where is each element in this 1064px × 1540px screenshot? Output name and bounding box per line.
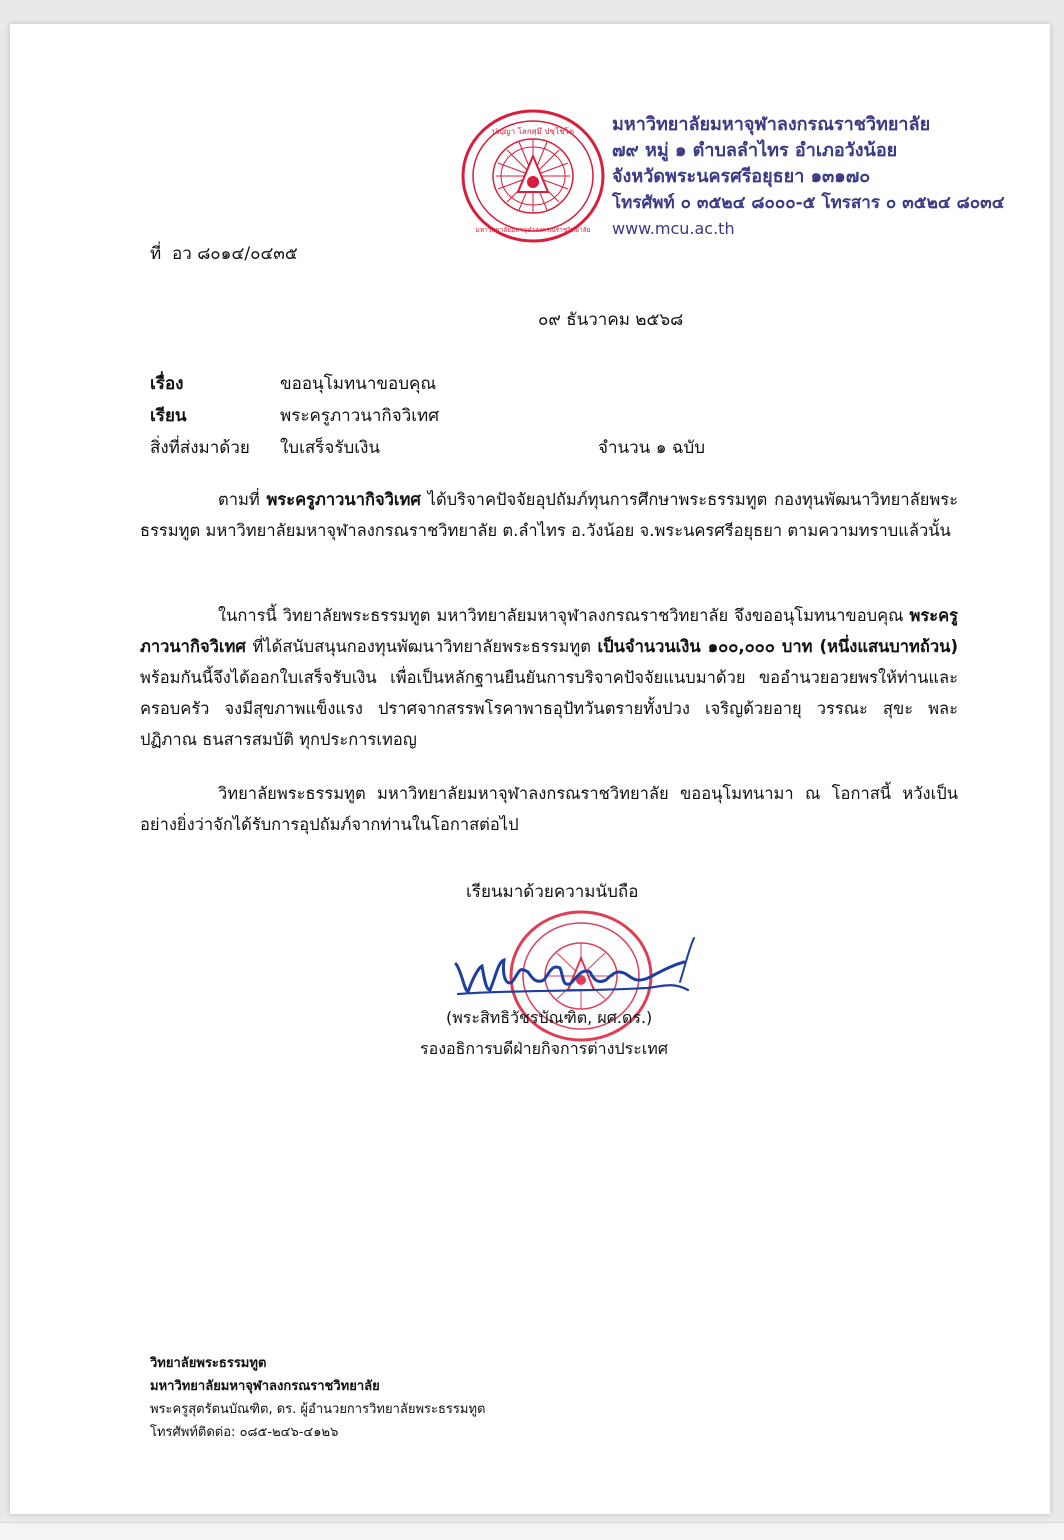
university-seal-icon (460, 108, 606, 244)
footer-contact-phone: โทรศัพท์ติดต่อ: ๐๘๕-๒๔๖-๔๑๒๖ (150, 1425, 339, 1440)
p1-text-pre: ตามที่ (218, 490, 267, 509)
paragraph-3 (140, 778, 958, 840)
recipient-row (150, 402, 439, 429)
enclosure-label: สิ่งที่ส่งมาด้วย (150, 438, 250, 458)
p2-donation-amount: เป็นจำนวนเงิน ๑๐๐,๐๐๐ บาท (หนึ่งแสนบาทถ้วน) (597, 637, 958, 656)
p3-text: วิทยาลัยพระธรรมทูต มหาวิทยาลัยมหาจุฬาลงกรณราชวิทยาลัย ขออนุโมทนามา ณ โอกาสนี้ หวังเป็นอย่างยิ่งว่าจักได้รับการอุปถัมภ์จากท่านในโอกาสต่อไป (140, 784, 958, 834)
phone-line: โทรศัพท์ ๐ ๓๕๒๔ ๘๐๐๐-๕ โทรสาร ๐ ๓๕๒๔ ๘๐๓๔ (612, 193, 1005, 213)
p2-text-post: พร้อมกันนี้จึงได้ออกใบเสร็จรับเงิน เพื่อเป็นหลักฐานยืนยันการบริจาคปัจจัยแนบมาด้วย ขออำนวยอวยพรให้ท่านและครอบครัว จงมีสุขภาพแข็งแรง ปราศจากสรรพโรคาพาธอุปัทวันตรายทั้งปวง เจริญด้วยอายุ วรรณะ สุขะ พละ ปฏิภาณ ธนสารสมบัติ ทุกประการเทอญ (140, 668, 958, 749)
seal-ring-text: มหาวิทยาลัยมหาจุฬาลงกรณราชวิทยาลัย (475, 226, 591, 234)
website-link[interactable]: www.mcu.ac.th (612, 219, 735, 238)
footer-university: มหาวิทยาลัยมหาจุฬาลงกรณราชวิทยาลัย (150, 1379, 380, 1394)
letter-date: ๐๙ ธันวาคม ๒๕๖๘ (538, 310, 684, 330)
subject-value: ขออนุโมทนาขอบคุณ (280, 374, 437, 394)
footer-contact-person: พระครูสุตรัตนบัณฑิต, ดร. ผู้อำนวยการวิทยาลัยพระธรรมทูต (150, 1402, 486, 1417)
signer-name: (พระสิทธิวัชรบัณฑิต, ผศ.ดร.) (446, 1008, 653, 1027)
handwritten-signature (448, 932, 708, 1012)
signer-position: รองอธิการบดีฝ่ายกิจการต่างประเทศ (420, 1039, 668, 1058)
letterhead (612, 112, 1032, 242)
p1-text-post: ได้บริจาคปัจจัยอุปถัมภ์ทุนการศึกษาพระธรรมทูต กองทุนพัฒนาวิทยาลัยพระธรรมทูต มหาวิทยาลัยมหาจุฬาลงกรณราชวิทยาลัย ต.ลำไทร อ.วังน้อย จ.พระนครศรีอยุธยา ตามความทราบแล้วนั้น (140, 490, 958, 540)
address-line-2: จังหวัดพระนครศรีอยุธยา ๑๓๑๗๐ (612, 166, 871, 187)
seal-motto: ปญฺญา โลกสฺมึ ปชฺโชโต (491, 127, 575, 136)
footer-department: วิทยาลัยพระธรรมทูต (150, 1356, 267, 1371)
ref-label: ที่ (150, 244, 162, 264)
p2-text-pre: ในการนี้ วิทยาลัยพระธรรมทูต มหาวิทยาลัยมหาจุฬาลงกรณราชวิทยาลัย จึงขออนุโมทนาขอบคุณ (218, 606, 910, 625)
p2-text-mid: ที่ได้สนับสนุนกองทุนพัฒนาวิทยาลัยพระธรรมทูต (245, 637, 598, 656)
institution-name: มหาวิทยาลัยมหาจุฬาลงกรณราชวิทยาลัย (612, 114, 931, 135)
paragraph-2 (140, 600, 958, 755)
enclosure-row (150, 434, 380, 461)
enclosure-value: ใบเสร็จรับเงิน (280, 438, 381, 458)
enclosure-quantity: จำนวน ๑ ฉบับ (598, 438, 706, 458)
subject-label: เรื่อง (150, 374, 184, 394)
footer-contact (150, 1352, 485, 1444)
recipient-label: เรียน (150, 406, 187, 426)
paragraph-1 (140, 484, 958, 546)
subject-row (150, 370, 436, 397)
address-line-1: ๗๙ หมู่ ๑ ตำบลลำไทร อำเภอวังน้อย (612, 140, 898, 161)
p2-donor-name: พระครูภาวนากิจวิเทศ (140, 606, 958, 656)
recipient-value: พระครูภาวนากิจวิเทศ (280, 406, 440, 426)
p1-donor-name: พระครูภาวนากิจวิเทศ (266, 490, 421, 509)
page-bottom-edge (0, 1522, 1064, 1540)
reference-number (150, 240, 298, 267)
ref-value: อว ๘๐๑๔/๐๔๓๕ (172, 244, 298, 264)
closing-salutation: เรียนมาด้วยความนับถือ (466, 882, 639, 902)
